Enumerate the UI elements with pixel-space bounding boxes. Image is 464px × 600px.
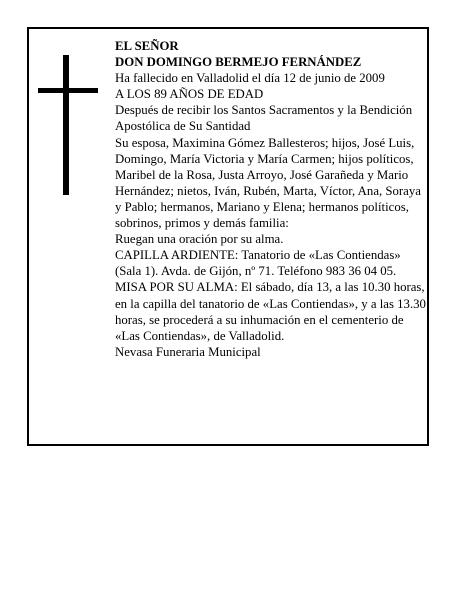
cross-icon [38,55,98,195]
sacraments-paragraph: Después de recibir los Santos Sacramentos y la Bendición Apostólica de Su Santidad [115,103,413,134]
chapel-paragraph: CAPILLA ARDIENTE: Tanatorio de «Las Contiendas» (Sala 1). Avda. de Gijón, nº 71. Teléfono 983 36 04 05. [115,248,401,279]
funeral-home: Nevasa Funeraria Municipal [115,344,261,359]
age-line: A LOS 89 AÑOS DE EDAD [115,87,264,102]
family-paragraph: Su esposa, Maximina Gómez Ballesteros; hijos, José Luis, Domingo, María Victoria y María Carmen; hijos políticos, Maribel de la Rosa, Justa Arroyo, José Garañeda y Mario Hernández; nietos, Iván, Rubén, Marta, Víctor, Ana, Soraya y Pablo; hermanos, Mariano y Elena; hermanos políticos, sobrinos, primos y demás familia: [115,135,421,231]
obituary-text [115,38,427,360]
prayer-request: Ruegan una oración por su alma. [115,232,284,247]
title-line-1: EL SEÑOR [115,39,179,53]
mass-paragraph: MISA POR SU ALMA: El sábado, día 13, a las 10.30 horas, en la capilla del tanatorio de «Las Contiendas», y a las 13.30 horas, se procederá a su inhumación en el cementerio de «Las Contiendas», de Valladolid. [115,280,426,343]
cross-vertical-bar [63,55,69,195]
death-line: Ha fallecido en Valladolid el día 12 de junio de 2009 [115,71,385,86]
deceased-name: DON DOMINGO BERMEJO FERNÁNDEZ [115,55,362,70]
cross-horizontal-bar [38,88,98,93]
